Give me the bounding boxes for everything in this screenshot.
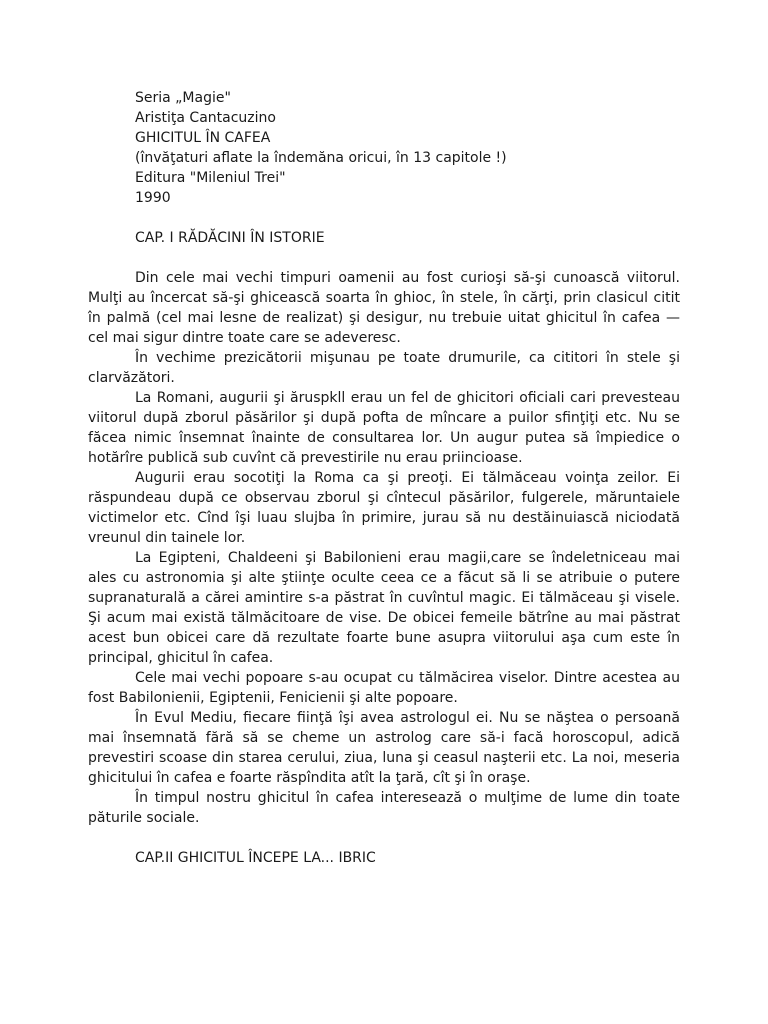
- series-line: Seria „Magie": [135, 90, 231, 106]
- paragraph: În timpul nostru ghicitul în cafea interesează o mulţime de lume din toate păturile sociale.: [88, 790, 680, 826]
- document-page: [88, 88, 680, 868]
- paragraph: Augurii erau socotiţi la Roma ca şi preoţi. Ei tălmăceau voinţa zeilor. Ei răspundeau după ce observau zborul şi cîntecul păsărilor, fulgerele, măruntaiele victimelor etc. Cînd îşi luau slujba în primire, jurau să nu destăinuiască niciodată vreunul din tainele lor.: [88, 470, 680, 546]
- paragraph: În vechime prezicătorii mişunau pe toate drumurile, ca cititori în stele şi clarvăzători.: [88, 350, 680, 386]
- publisher-line: Editura "Mileniul Trei": [135, 170, 286, 186]
- subtitle-line: (învăţaturi aflate la îndemăna oricui, în 13 capitole !): [135, 150, 507, 166]
- year-line: 1990: [135, 190, 171, 206]
- paragraph: Din cele mai vechi timpuri oamenii au fost curioşi să-şi cunoască viitorul. Mulţi au încercat să-şi ghicească soarta în ghioc, în stele, în cărţi, prin clasicul citit în palmă (cel mai lesne de realizat) şi desigur, nu trebuie uitat ghicitul în cafea — cel mai sigur dintre toate care se adeveresc.: [88, 270, 680, 346]
- spacer: [88, 208, 680, 228]
- title-line: GHICITUL ÎN CAFEA: [135, 130, 271, 146]
- paragraph: La Romani, augurii şi ăruspkll erau un fel de ghicitori oficiali cari prevesteau viitorul după zborul păsărilor şi după pofta de mîncare a puilor sfinţiţi etc. Nu se făcea nimic însemnat înainte de consultarea lor. Un augur putea să împiedice o hotărîre publică sub cuvînt că prevestirile nu erau priincioase.: [88, 390, 680, 466]
- spacer: [88, 248, 680, 268]
- spacer: [88, 828, 680, 848]
- chapter-2-heading: CAP.II GHICITUL ÎNCEPE LA... IBRIC: [135, 850, 376, 866]
- chapter-1-heading: CAP. I RĂDĂCINI ÎN ISTORIE: [135, 230, 325, 246]
- book-header: [88, 88, 680, 208]
- paragraph: În Evul Mediu, fiecare fiinţă îşi avea astrologul ei. Nu se năştea o persoană mai însemnată fără să se cheme un astrolog care să-i facă horoscopul, adică prevestiri scoase din starea cerului, ziua, luna şi ceasul naşterii etc. La noi, meseria ghicitului în cafea e foarte răspîndita atît la ţară, cît şi în oraşe.: [88, 710, 680, 786]
- chapter-1-body: [88, 268, 680, 828]
- paragraph: Cele mai vechi popoare s-au ocupat cu tălmăcirea viselor. Dintre acestea au fost Babilonienii, Egiptenii, Fenicienii şi alte popoare.: [88, 670, 680, 706]
- author-line: Aristiţa Cantacuzino: [135, 110, 276, 126]
- paragraph: La Egipteni, Chaldeeni şi Babilonieni erau magii,care se îndeletniceau mai ales cu astronomia şi alte ştiinţe oculte ceea ce a făcut să li se atribuie o putere supranaturală a cărei amintire s-a păstrat în cuvîntul magic. Ei tălmăceau şi visele. Şi acum mai există tălmăcitoare de vise. De obicei femeile bătrîne au mai păstrat acest bun obicei care dă rezultate foarte bune asupra viitorului aşa cum este în principal, ghicitul în cafea.: [88, 550, 680, 666]
